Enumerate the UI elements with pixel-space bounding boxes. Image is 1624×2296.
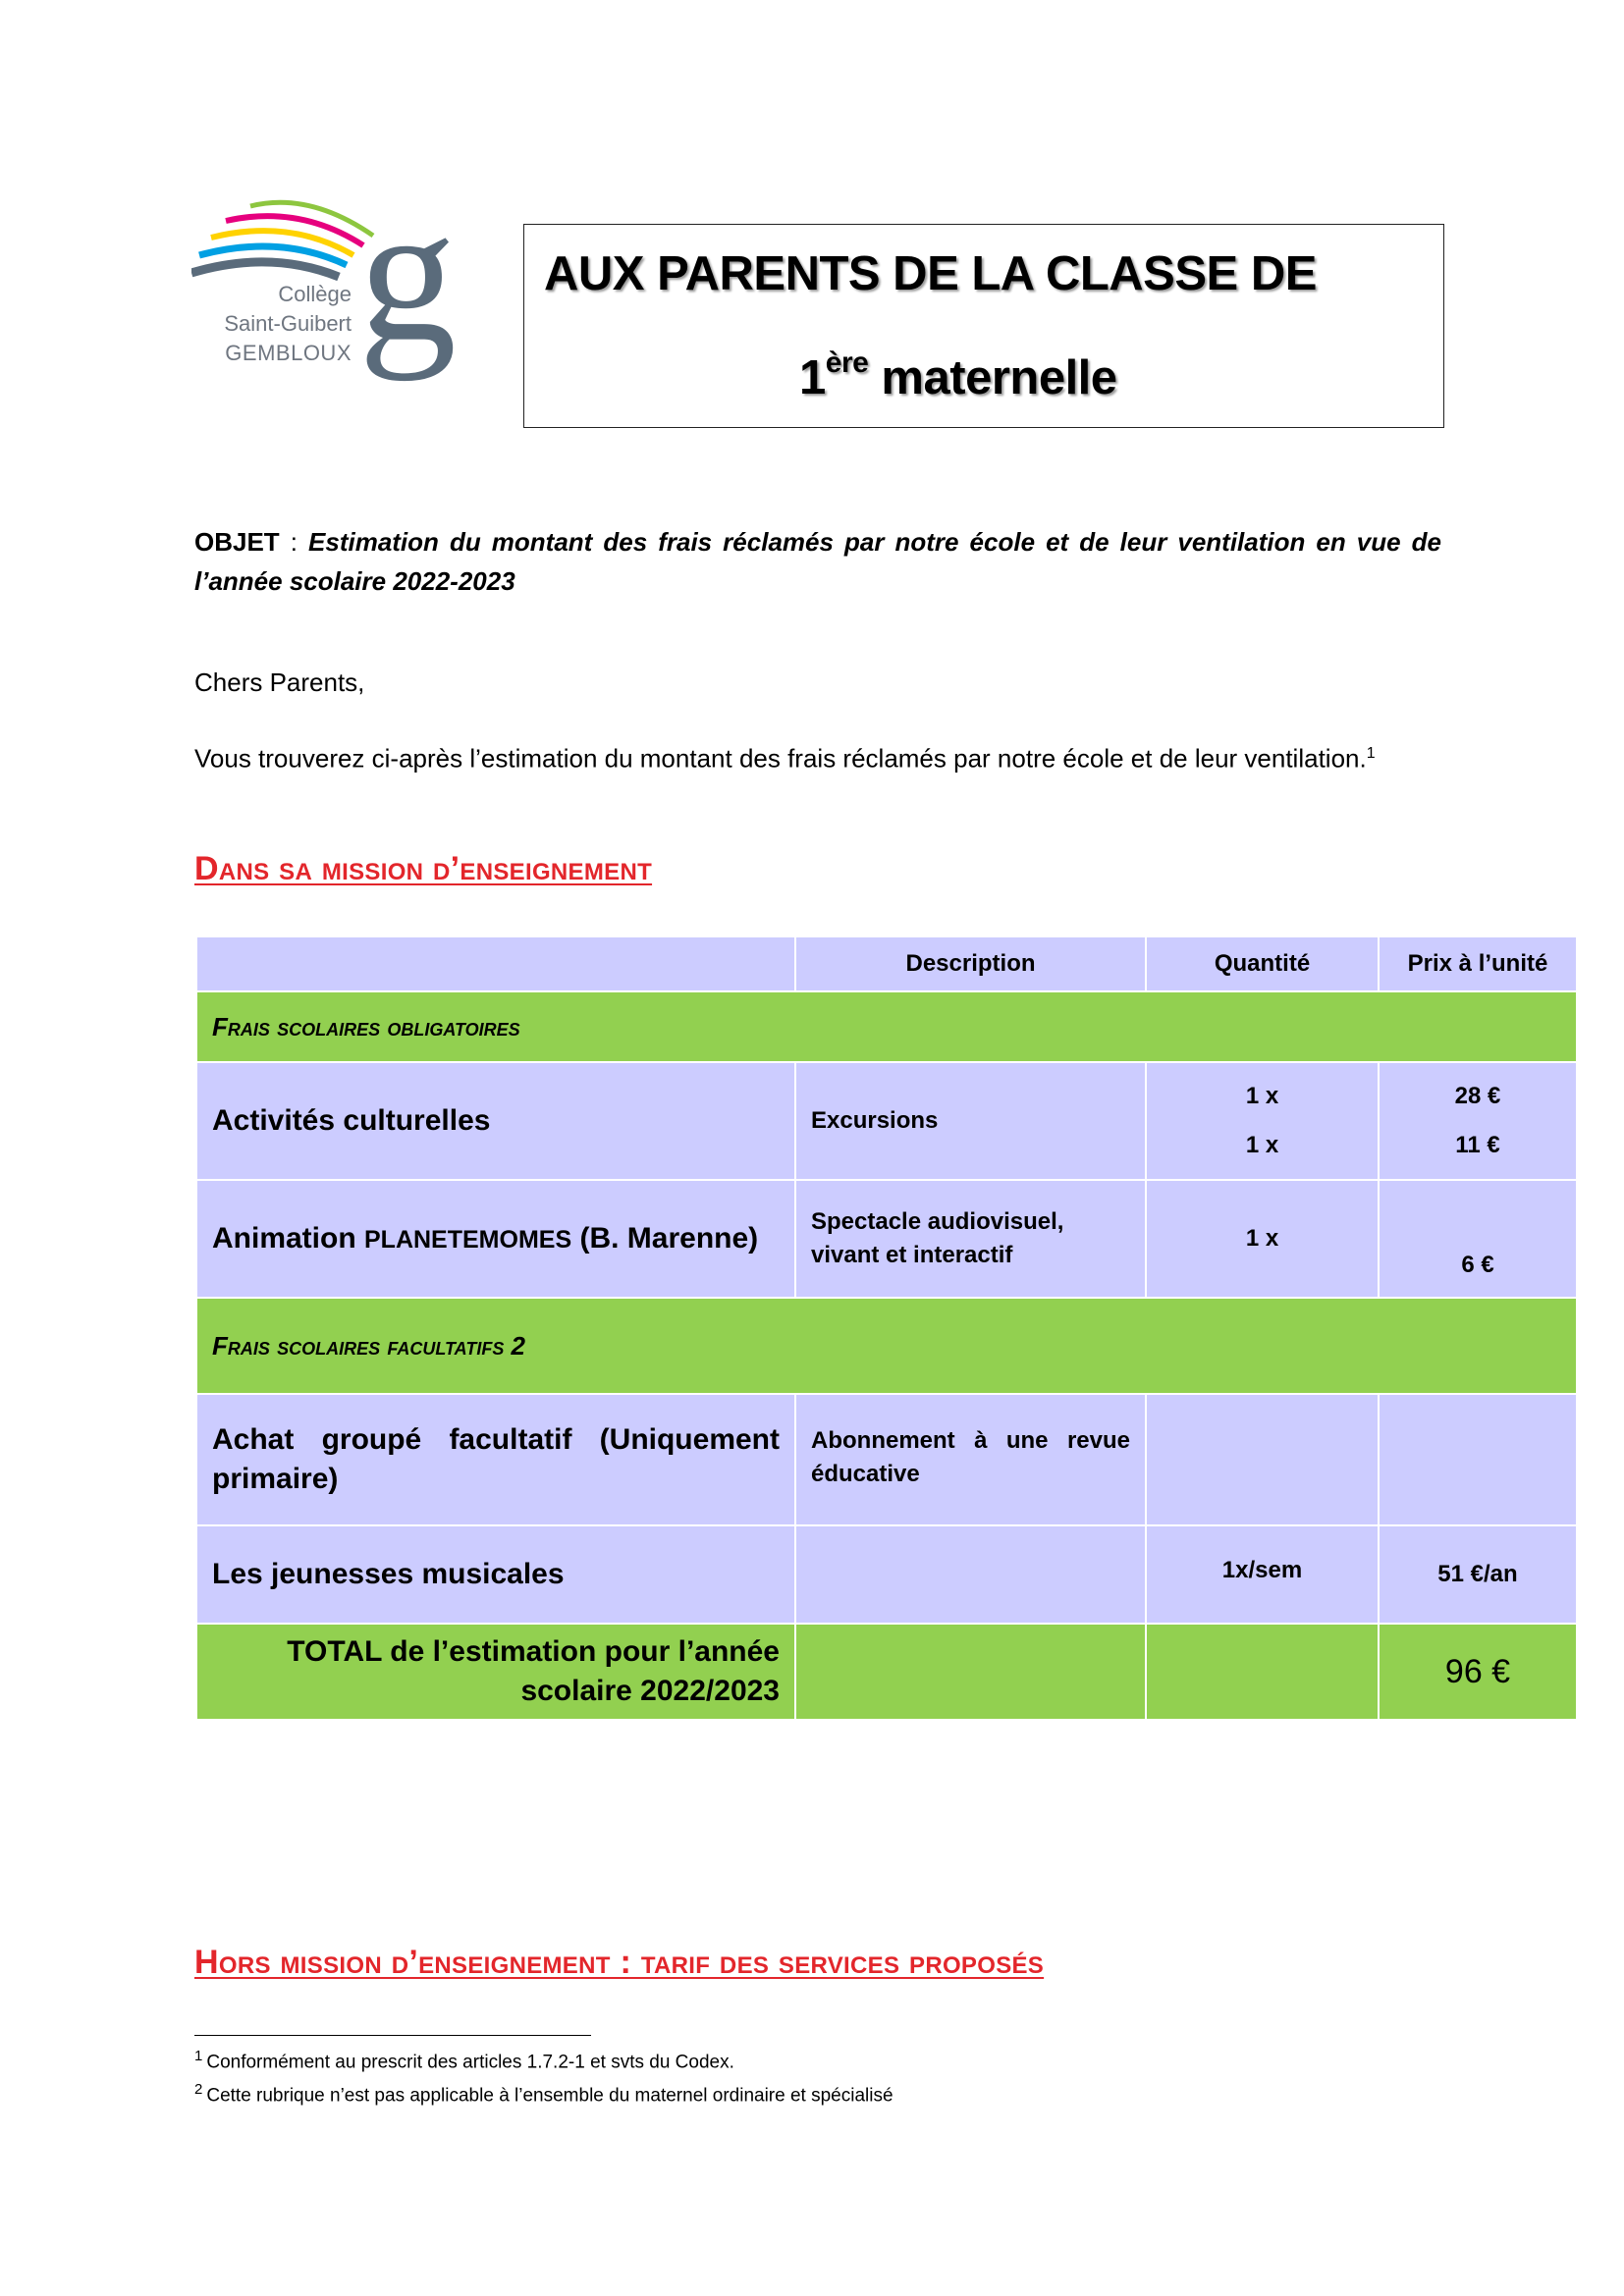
footnote	[194, 2048, 734, 2073]
quantity-value: 1 x	[1245, 1083, 1279, 1109]
section-row-optional	[196, 1298, 1577, 1394]
header-description: Description	[795, 936, 1146, 991]
subject-text: Estimation du montant des frais réclamés par notre école et de leur ventilation en vue de l’année scolaire 2022-2023	[194, 527, 1442, 596]
footnote-text: Cette rubrique n’est pas applicable à l’ensemble du maternel ordinaire et spécialisé	[206, 2085, 893, 2107]
header-unit-price: Prix à l’unité	[1379, 936, 1577, 991]
footnote-ref-1: 1	[1366, 745, 1376, 762]
row-quantity	[1146, 1062, 1379, 1180]
row-quantity: 1 x	[1146, 1180, 1379, 1298]
total-value: 96 €	[1379, 1624, 1577, 1720]
row-label: Activités culturelles	[196, 1062, 795, 1180]
row-label: Achat groupé facultatif (Uniquement primaire)	[196, 1394, 795, 1525]
title-class-sup: ère	[825, 347, 869, 379]
title-line2	[799, 347, 1117, 405]
section-mandatory-label: Frais scolaires obligatoires	[196, 991, 1577, 1062]
footnote-text: Conformément au prescrit des articles 1.7.2-1 et svts du Codex.	[206, 2052, 734, 2073]
footnote-number: 1	[194, 2048, 203, 2064]
total-blank	[795, 1624, 1146, 1720]
total-row	[196, 1624, 1577, 1720]
quantity-value: 1 x	[1245, 1132, 1279, 1158]
section-optional-label: Frais scolaires facultatifs 2	[196, 1298, 1577, 1394]
row-description	[795, 1525, 1146, 1624]
title-class-name: maternelle	[868, 351, 1117, 404]
row-price	[1379, 1062, 1577, 1180]
row-description: Spectacle audiovisuel, vivant et interactif	[795, 1180, 1146, 1298]
header-blank	[196, 936, 795, 991]
intro-text: Vous trouverez ci-après l’estimation du montant des frais réclamés par notre école et de leur ventilation.	[194, 743, 1367, 774]
row-quantity: 1x/sem	[1146, 1525, 1379, 1624]
row-label-part: (B. Marenne)	[571, 1221, 759, 1255]
greeting: Chers Parents,	[194, 667, 365, 697]
price-value: 28 €	[1454, 1083, 1501, 1109]
school-logo	[191, 187, 461, 398]
table-row	[196, 1394, 1577, 1525]
row-label	[196, 1180, 795, 1298]
row-description: Abonnement à une revue éducative	[795, 1394, 1146, 1525]
title-line1: AUX PARENTS DE LA CLASSE DE	[544, 247, 1317, 300]
fees-table	[195, 935, 1578, 1721]
row-label-part: Animation	[212, 1221, 364, 1255]
row-price	[1379, 1394, 1577, 1525]
table-row	[196, 1525, 1577, 1624]
row-label-part: PLANETEMOMES	[364, 1225, 572, 1254]
footnote-number: 2	[194, 2081, 203, 2098]
row-price: 6 €	[1379, 1180, 1577, 1298]
title-class-number: 1	[799, 351, 826, 404]
price-value: 11 €	[1455, 1132, 1500, 1158]
row-label: Les jeunesses musicales	[196, 1525, 795, 1624]
title-box	[523, 224, 1444, 428]
subject-paragraph	[194, 522, 1441, 601]
table-row	[196, 1180, 1577, 1298]
subject-label: OBJET	[194, 527, 280, 557]
svg-text:g: g	[358, 187, 457, 382]
intro-paragraph	[194, 735, 1441, 777]
section-row-mandatory	[196, 991, 1577, 1062]
logo-text-line3: GEMBLOUX	[225, 341, 352, 365]
total-blank	[1146, 1624, 1379, 1720]
total-label: TOTAL de l’estimation pour l’année scolaire 2022/2023	[196, 1624, 795, 1720]
section-heading-services: Hors mission d’enseignement : tarif des services proposés	[194, 1944, 1045, 1981]
logo-text-line2: Saint-Guibert	[224, 311, 352, 336]
row-price: 51 €/an	[1379, 1525, 1577, 1624]
row-description: Excursions	[795, 1062, 1146, 1180]
table-header-row	[196, 936, 1577, 991]
table-row	[196, 1062, 1577, 1180]
footnote	[194, 2081, 893, 2107]
footnote-divider	[194, 2035, 591, 2036]
row-quantity	[1146, 1394, 1379, 1525]
subject-separator: :	[279, 527, 309, 557]
section-heading-teaching-mission: Dans sa mission d’enseignement	[194, 850, 653, 887]
header-quantity: Quantité	[1146, 936, 1379, 991]
logo-text-line1: Collège	[278, 282, 352, 306]
